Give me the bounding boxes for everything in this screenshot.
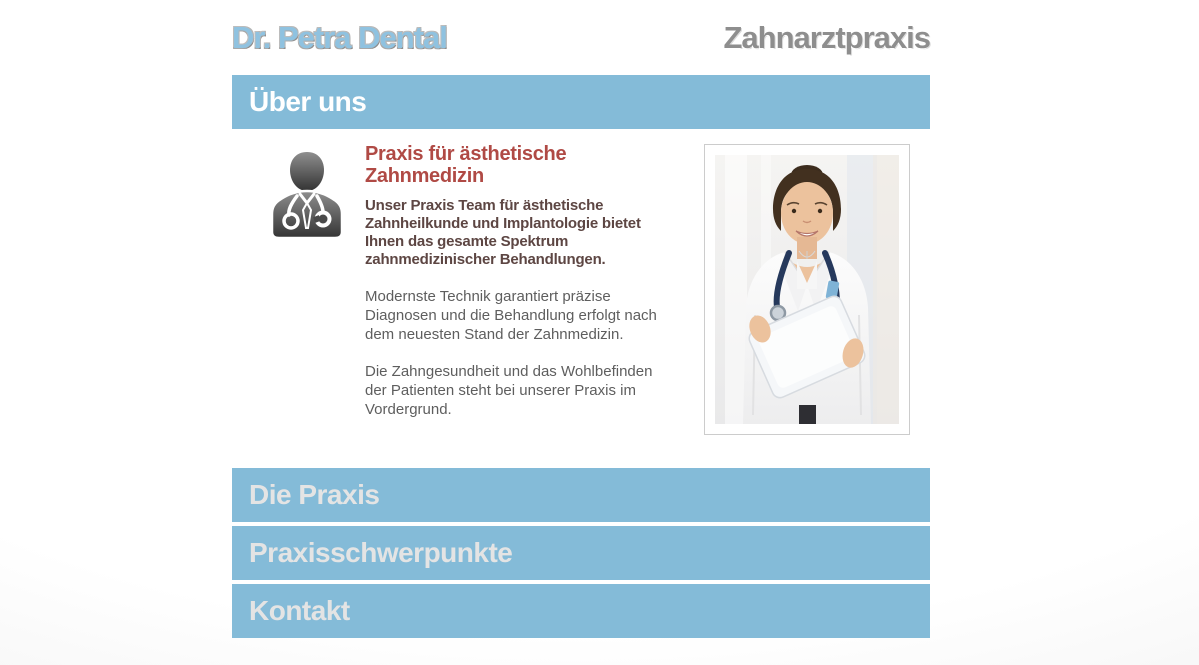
doctor-icon [262,150,352,240]
dentist-photo [704,144,910,435]
accordion-header-ueber-uns[interactable]: Über uns [232,75,930,129]
accordion-header-kontakt[interactable]: Kontakt [232,584,930,638]
about-paragraph-2: Die Zahngesundheit und das Wohlbefinden der Patienten steht bei unserer Praxis im Vordergrund. [365,363,653,418]
about-intro-paragraph: Unser Praxis Team für ästhetische Zahnheilkunde und Implantologie bietet Ihnen das gesamte Spektrum zahnmedizinischer Behandlungen. [365,197,641,268]
accordion-header-die-praxis[interactable]: Die Praxis [232,468,930,522]
masthead [232,20,930,62]
about-paragraph-1: Modernste Technik garantiert präzise Diagnosen und die Behandlung erfolgt nach dem neuesten Stand der Zahnmedizin. [365,288,657,343]
brand-title: Dr. Petra Dental [232,20,447,55]
site-container [232,20,930,642]
accordion-panel-ueber-uns [232,129,930,464]
about-heading: Praxis für ästhetische Zahnmedizin [365,143,567,187]
brand-tagline: Zahnarztpraxis [723,20,930,55]
accordion-header-praxisschwerpunkte[interactable]: Praxisschwerpunkte [232,526,930,580]
about-text-block [365,143,670,419]
